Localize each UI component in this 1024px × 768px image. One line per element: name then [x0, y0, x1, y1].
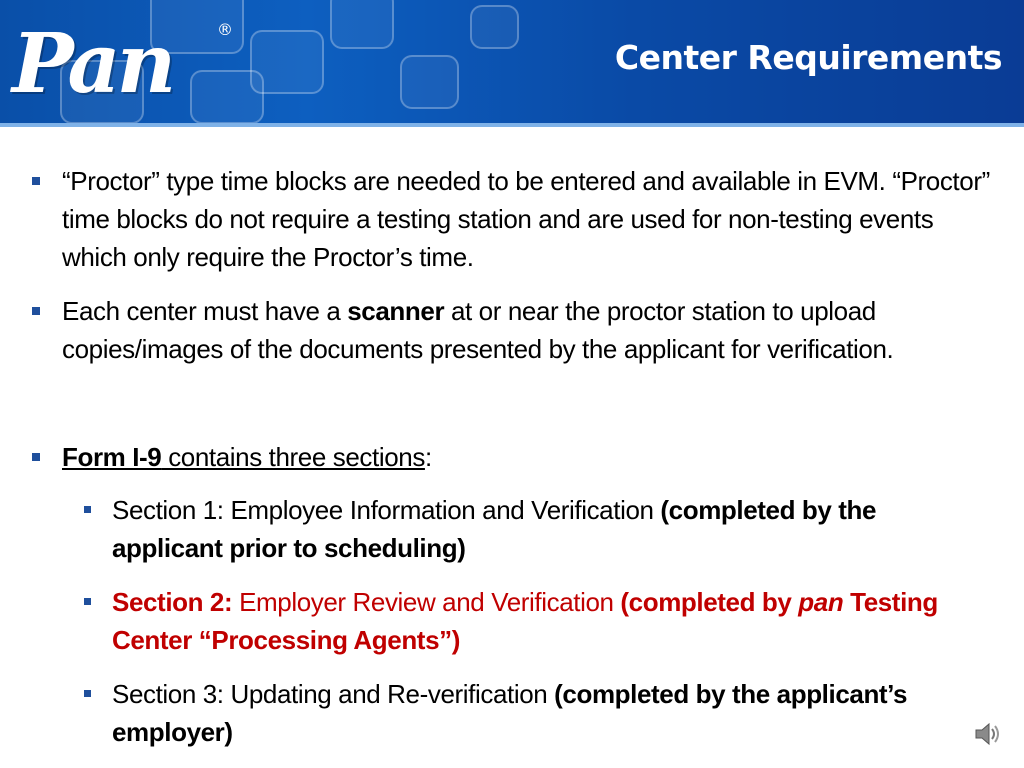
brand-name: pan: [798, 587, 844, 617]
bullet-emphasis: (completed by: [620, 587, 799, 617]
speaker-icon[interactable]: [972, 718, 1004, 750]
registered-mark: ®: [217, 20, 233, 39]
sub-bullet-section-2: [112, 583, 992, 659]
bullet-text: contains three sections: [161, 442, 425, 472]
decorative-tile: [330, 0, 394, 49]
decorative-tile: [400, 55, 459, 109]
bullet-scanner: [62, 292, 1002, 368]
section-label: Section 2:: [112, 587, 233, 617]
logo-text: Pan: [12, 16, 173, 112]
bullet-text: Section 1: Employee Information and Verification: [112, 495, 661, 525]
bullet-text: :: [424, 442, 432, 472]
slide-title: Center Requirements: [614, 38, 1002, 77]
bullet-emphasis: Testing Center “Processing Agents”): [112, 587, 938, 655]
pan-logo: [4, 8, 244, 112]
form-name: Form I-9: [62, 442, 162, 472]
banner-divider: [0, 123, 1024, 127]
bullet-proctor-blocks: [62, 162, 1002, 276]
bullet-emphasis: scanner: [347, 296, 445, 326]
square-bullet-icon: [32, 307, 40, 315]
sub-bullet-section-1: [112, 491, 992, 567]
square-bullet-icon: [84, 598, 91, 605]
bullet-emphasis: (completed by the applicant prior to scheduling): [112, 495, 877, 563]
square-bullet-icon: [84, 506, 91, 513]
sub-bullet-section-3: [112, 675, 992, 751]
decorative-tile: [470, 5, 519, 49]
square-bullet-icon: [32, 177, 40, 185]
bullet-text: at or near the proctor station to upload copies/images of the documents presented by the applicant for verification.: [62, 296, 894, 364]
square-bullet-icon: [32, 453, 40, 461]
bullet-text: Each center must have a: [62, 296, 348, 326]
bullet-text: Section 3: Updating and Re-verification: [112, 679, 555, 709]
square-bullet-icon: [84, 690, 91, 697]
header-banner: [0, 0, 1024, 127]
bullet-emphasis: (completed by the applicant’s employer): [112, 679, 908, 747]
bullet-text: “Proctor” type time blocks are needed to be entered and available in EVM. “Proctor” time blocks do not require a testing station and are used for non-testing events which only require the Proctor’s time.: [62, 166, 990, 272]
bullet-form-i9: [62, 438, 1002, 476]
bullet-text: Employer Review and Verification: [232, 587, 621, 617]
